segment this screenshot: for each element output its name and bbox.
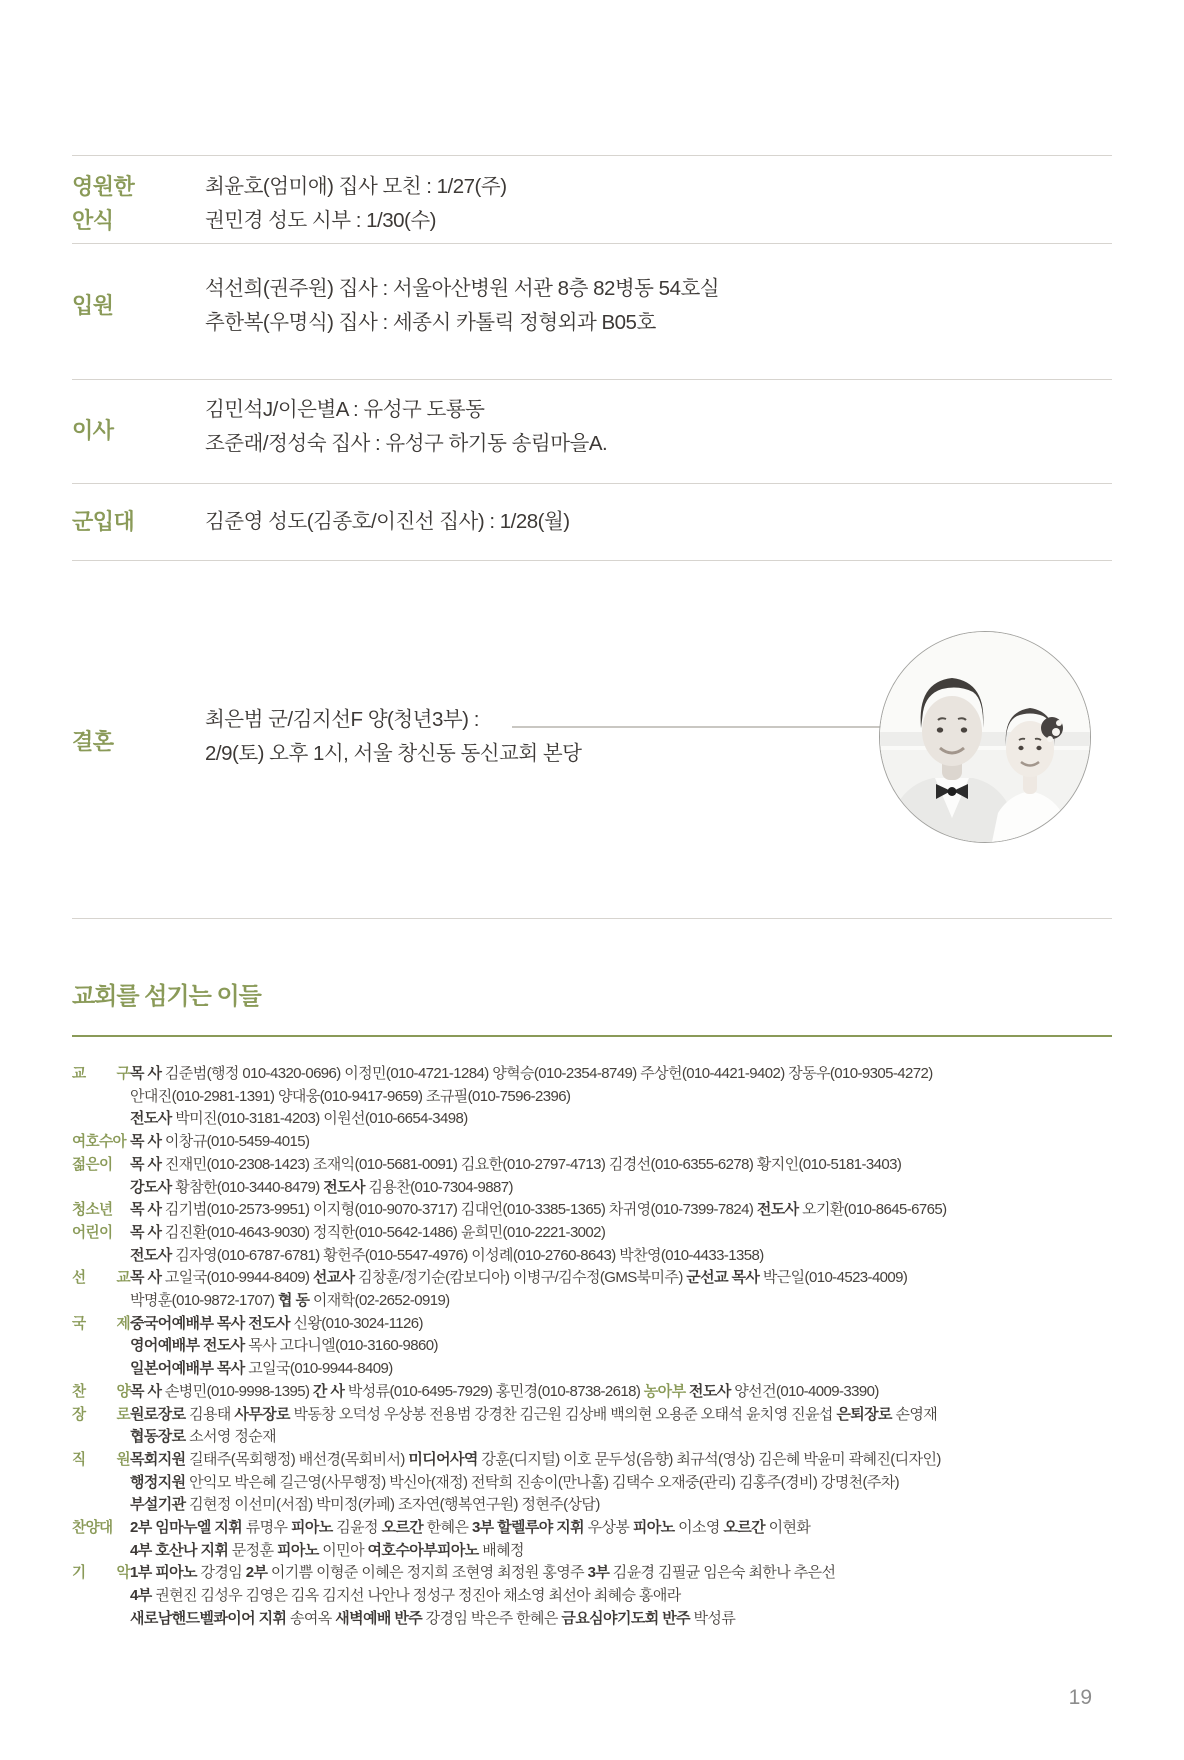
staff-names: 김현정 이선미(서점) 박미정(카페) 조자연(행복연구원) 정현주(상담) [189,1496,600,1514]
staff-row-content [130,1245,1112,1268]
notice-label-line: 안식 [72,208,114,233]
staff-names: 배혜정 [482,1541,524,1559]
staff-role-title: 사무장로 [234,1405,294,1423]
staff-names: 김윤경 김필균 임은숙 최한나 추은선 [612,1564,836,1582]
staff-role-title: 전도사 [323,1178,369,1196]
staff-names: 송여옥 [289,1609,336,1627]
staff-role-title: 중국어예배부 목사 전도사 [130,1314,294,1332]
staff-title-rule [72,1035,1112,1037]
staff-role-title: 목 사 [130,1133,165,1151]
staff-category-label: 국 제 [72,1315,130,1332]
staff-row [72,1562,1112,1585]
staff-category-label: 장 로 [72,1406,130,1423]
staff-role-title: 피아노 [632,1519,679,1537]
staff-section-title: 교회를 섬기는 이들 [72,983,261,1010]
staff-row-content [130,1562,1112,1585]
staff-names: 이현화 [768,1519,811,1537]
wedding-connector-line [512,726,880,728]
staff-role-title: 2부 임마누엘 지휘 [130,1519,246,1537]
staff-names: 김기범(010-2573-9951) 이지형(010-9070-3717) 김대언(010-3385-1365) 차귀영(010-7399-7824) [164,1201,757,1219]
staff-names: 김용찬(010-7304-9887) [368,1178,513,1196]
staff-row [72,1608,1112,1631]
staff-row-content [130,1108,1112,1131]
staff-role-title: 피아노 [290,1519,337,1537]
staff-row [72,1131,1112,1154]
staff-row-content [130,1449,1112,1472]
notice-line: 최윤호(엄미애) 집사 모친 : 1/27(주) [205,175,507,198]
staff-role-title: 협 동 [277,1292,313,1310]
notice-row [72,483,1112,560]
staff-row [72,1540,1112,1563]
staff-names: 김창훈/정기순(캄보디아) 이병구/김수정(GMS북미주) [358,1269,687,1287]
staff-names: 강경임 [200,1564,246,1582]
staff-row [72,1199,1112,1222]
notice-row [72,379,1112,483]
staff-row-content [130,1335,1112,1358]
staff-row [72,1245,1112,1268]
staff-names: 박성류 [693,1609,736,1627]
staff-row-content [130,1086,1112,1109]
notice-line: 추한복(우명식) 집사 : 세종시 카톨릭 정형외과 B05호 [205,311,656,334]
staff-role-title: 전도사 [689,1382,735,1400]
notice-label-line: 이사 [72,418,114,443]
notice-label [72,484,205,560]
staff-row [72,1177,1112,1200]
staff-row-content [130,1358,1112,1381]
staff-category-label [72,1290,130,1313]
staff-role-title: 강도사 [130,1178,176,1196]
staff-names: 박동창 오덕성 우상봉 전용범 강경찬 김근원 김상배 백의현 오용준 오태석 윤치영 진윤섭 [293,1405,837,1423]
staff-row [72,1313,1112,1336]
staff-names: 길태주(목회행정) 배선경(목회비서) [189,1450,409,1468]
staff-names: 권현진 김성우 김영은 김옥 김지선 나안나 정성구 정진아 채소영 최선아 최혜승 홍애라 [155,1587,681,1605]
staff-names: 강훈(디지털) 이호 문두성(음향) 최규석(영상) 김은혜 박윤미 곽혜진(디자인) [481,1450,941,1468]
staff-category-label: 여호수아 [72,1134,126,1151]
notice-line: 김민석J/이은별A : 유성구 도룡동 [205,398,485,421]
wedding-couple-photo [879,631,1091,843]
staff-names: 진재민(010-2308-1423) 조재익(010-5681-0091) 김요한(010-2797-4713) 김경선(010-6355-6278) 황지인(010-5181-3403) [164,1155,902,1173]
staff-names: 류명우 [245,1519,291,1537]
staff-role-title: 원로장로 [130,1405,190,1423]
staff-category-label [72,1426,130,1449]
staff-row-content [130,1063,1112,1086]
staff-role-title: 행정지원 [130,1473,190,1491]
staff-names: 강경임 박은주 한혜은 [425,1609,562,1627]
staff-names: 한혜은 [426,1519,472,1537]
staff-role-title: 목 사 [130,1065,165,1082]
notice-line: 권민경 성도 시부 : 1/30(수) [205,209,436,232]
staff-role-title: 은퇴장로 [836,1405,896,1423]
staff-row-content [130,1313,1112,1336]
staff-row-content [130,1517,1112,1540]
staff-category-label [72,1086,130,1109]
notice-content [205,484,1112,560]
notice-label [72,244,205,379]
staff-names: 오기환(010-8645-6765) [802,1201,947,1219]
notice-content [205,156,1112,243]
staff-row [72,1449,1112,1472]
staff-names: 이재학(02-2652-0919) [312,1292,450,1310]
staff-category-label [72,1585,130,1608]
staff-row-content [130,1131,1112,1154]
staff-row-content [130,1608,1112,1631]
staff-role-title: 선교사 [312,1269,359,1287]
staff-role-title: 목 사 [130,1223,165,1241]
staff-row [72,1108,1112,1131]
staff-category-label [72,1177,130,1200]
staff-category-label [72,1608,130,1631]
staff-row-content [130,1540,1112,1563]
notice-label [72,156,205,243]
staff-category-label: 교 구 [72,1066,130,1082]
staff-role-title: 부설기관 [130,1496,190,1514]
staff-row [72,1063,1112,1086]
staff-row-content [130,1426,1112,1449]
staff-row-content [130,1199,1112,1222]
staff-category-label: 직 원 [72,1451,130,1468]
staff-names: 손병민(010-9998-1395) [164,1382,313,1400]
notice-label [72,561,205,918]
staff-names: 이소영 [678,1519,724,1537]
staff-role-title: 영어예배부 전도사 [130,1337,249,1355]
staff-names: 박성류(010-6495-7929) 홍민경(010-8738-2618) [347,1382,644,1400]
staff-category-label [72,1494,130,1517]
page-number: 19 [1068,1686,1092,1709]
staff-row-content [130,1154,1112,1177]
notice-label-line: 군입대 [72,509,135,534]
staff-row-content [130,1290,1112,1313]
staff-names: 문정훈 [231,1541,278,1559]
staff-list [72,1063,1112,1631]
staff-role-title: 전도사 [130,1246,176,1264]
staff-row [72,1222,1112,1245]
staff-names: 박근일(010-4523-4009) [762,1269,908,1287]
staff-row-content [130,1404,1112,1427]
staff-names: 고일국(010-9944-8409) [164,1269,313,1287]
staff-names: 이민아 [322,1541,368,1559]
staff-role-title: 간 사 [312,1382,348,1400]
notice-content [205,380,1112,483]
staff-category-label [72,1108,130,1131]
staff-role-title: 오르간 [723,1519,769,1537]
staff-role-title: 목 사 [130,1382,165,1400]
staff-category-label: 선 교 [72,1270,130,1287]
staff-names: 박명훈(010-9872-1707) [130,1292,278,1310]
staff-category-label [72,1540,130,1563]
staff-row-content [130,1177,1112,1200]
staff-row [72,1404,1112,1427]
staff-row [72,1086,1112,1109]
staff-category-label: 어린이 [72,1224,113,1241]
staff-names: 황참한(010-3440-8479) [175,1178,324,1196]
notice-row [72,155,1112,243]
notice-label-line: 입원 [72,293,114,318]
staff-names: 소서영 정순재 [189,1428,277,1446]
staff-role-title: 목회지원 [130,1450,190,1468]
staff-role-title: 군선교 목사 [686,1269,763,1287]
notice-line: 조준래/정성숙 집사 : 유성구 하기동 송림마을A. [205,432,608,455]
staff-names: 이창규(010-5459-4015) [164,1133,310,1151]
notice-label-line: 결혼 [72,729,114,754]
staff-category-label: 청소년 [72,1202,113,1219]
staff-role-title: 3부 할렐루야 지휘 [471,1519,588,1537]
staff-row [72,1358,1112,1381]
staff-role-title: 전도사 [756,1201,803,1219]
staff-row-content [130,1381,1112,1404]
staff-role-title: 미디어사역 [408,1450,482,1468]
staff-role-title: 목 사 [130,1269,165,1287]
staff-role-title: 새벽예배 반주 [335,1609,426,1627]
wedding-couple-illustration [880,632,1090,842]
notice-label-line: 영원한 [72,174,135,199]
staff-role-title: 오르간 [381,1519,427,1537]
staff-role-title: 1부 피아노 [130,1564,201,1582]
staff-row [72,1494,1112,1517]
staff-role-title: 여호수아부피아노 [367,1541,483,1559]
staff-names: 박미진(010-3181-4203) 이원선(010-6654-3498) [175,1110,468,1128]
staff-category-label: 찬양대 [72,1520,113,1537]
staff-row [72,1335,1112,1358]
staff-role-title: 목 사 [130,1155,165,1173]
staff-names: 김준범(행정 010-4320-0696) 이정민(010-4721-1284) 양혁승(010-2354-8749) 주상헌(010-4421-9402) 장동우(010-9305-4272) [164,1065,933,1082]
staff-dept-highlight: 농아부 [643,1382,690,1400]
staff-names: 이기쁨 이형준 이혜은 정지희 조현영 최정원 홍영주 [270,1564,588,1582]
staff-row-content [130,1222,1112,1245]
staff-row [72,1267,1112,1290]
staff-names: 김용태 [189,1405,235,1423]
staff-role-title: 목 사 [130,1201,165,1219]
staff-names: 안익모 박은혜 길근영(사무행정) 박신아(재정) 전탁희 진송이(만나홀) 김택수 오재중(관리) 김홍주(경비) 강명천(주차) [189,1473,900,1491]
staff-names: 양선건(010-4009-3390) [734,1382,879,1400]
staff-role-title: 2부 [245,1564,271,1582]
staff-row [72,1381,1112,1404]
staff-section [72,919,1112,1631]
staff-category-label [72,1335,130,1358]
staff-role-title: 일본어예배부 목사 [130,1360,249,1378]
notice-line: 석선희(권주원) 집사 : 서울아산병원 서관 8층 82병동 54호실 [205,277,720,300]
staff-names: 손영재 [895,1405,938,1423]
staff-names: 김윤정 [336,1519,382,1537]
notice-line: 김준영 성도(김종호/이진선 집사) : 1/28(월) [205,510,570,533]
staff-row-content [130,1494,1112,1517]
staff-names: 목사 고다니엘(010-3160-9860) [248,1337,438,1355]
notice-line: 최은범 군/김지선F 양(청년3부) : [205,708,479,731]
staff-names: 김진환(010-4643-9030) 정직한(010-5642-1486) 윤희민(010-2221-3002) [164,1223,606,1241]
staff-names: 우상봉 [587,1519,633,1537]
staff-row-content [130,1472,1112,1495]
staff-row [72,1472,1112,1495]
staff-category-label: 찬 양 [72,1383,130,1400]
notice-content [205,244,1112,379]
staff-row [72,1290,1112,1313]
staff-category-label [72,1358,130,1381]
staff-role-title: 금요심야기도회 반주 [561,1609,694,1627]
staff-role-title: 전도사 [130,1110,176,1128]
staff-row-content [130,1585,1112,1608]
staff-row-content [130,1267,1112,1290]
staff-names: 안대진(010-2981-1391) 양대웅(010-9417-9659) 조규필(010-7596-2396) [130,1087,571,1105]
staff-role-title: 피아노 [277,1541,323,1559]
staff-category-label: 기 악 [72,1565,130,1582]
staff-row [72,1426,1112,1449]
staff-role-title: 협동장로 [130,1428,190,1446]
staff-category-label [72,1472,130,1495]
notice-line: 2/9(토) 오후 1시, 서울 창신동 동신교회 본당 [205,742,582,765]
staff-names: 고일국(010-9944-8409) [248,1360,393,1378]
staff-role-title: 4부 [130,1587,156,1605]
staff-category-label [72,1245,130,1268]
notice-label [72,380,205,483]
staff-names: 김자영(010-6787-6781) 황헌주(010-5547-4976) 이성례(010-2760-8643) 박찬영(010-4433-1358) [175,1246,764,1264]
notice-row [72,243,1112,379]
staff-names: 신왕(010-3024-1126) [293,1314,423,1332]
staff-role-title: 3부 [587,1564,613,1582]
staff-role-title: 4부 호산나 지휘 [130,1541,232,1559]
staff-role-title: 새로남핸드벨콰이어 지휘 [130,1609,290,1627]
staff-row [72,1517,1112,1540]
staff-row [72,1154,1112,1177]
staff-row [72,1585,1112,1608]
staff-category-label: 젊은이 [72,1156,113,1173]
